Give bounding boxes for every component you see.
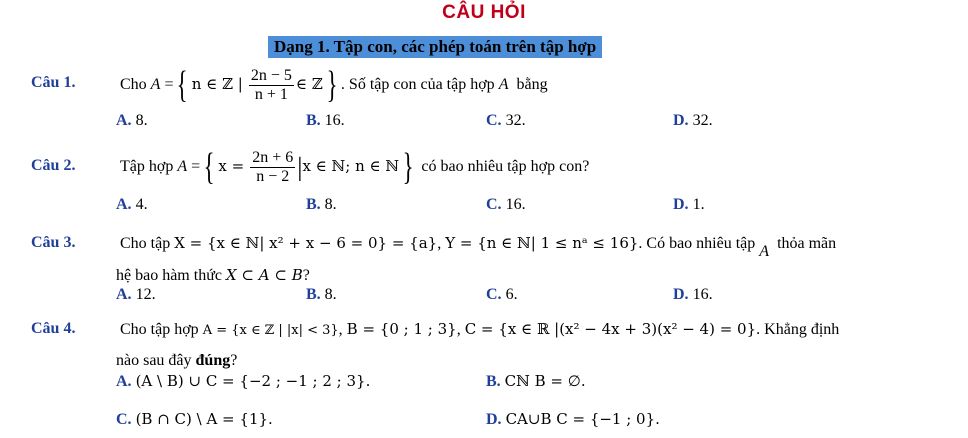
answer-key: A. (116, 373, 132, 390)
section-title: Dạng 1. Tập con, các phép toán trên tập hợp (268, 36, 602, 58)
question-3-tail-end: thỏa mãn (777, 235, 837, 252)
page-title: CÂU HỎI (442, 2, 526, 23)
set-close: x ∈ ℕ; n ∈ ℕ (302, 157, 400, 175)
equals-sign: = (164, 76, 174, 93)
expr-a: A = {x ∈ ℤ | |x| < 3} (202, 323, 339, 338)
answer-value: 32. (692, 112, 713, 129)
fraction-numerator: 2n − 5 (250, 66, 292, 84)
fraction-denominator: n − 2 (256, 167, 290, 185)
fraction-denominator: n + 1 (254, 85, 288, 103)
left-brace: { (177, 64, 189, 107)
question-1-answer-b[interactable] (306, 112, 345, 130)
expr-y: Y = {n ∈ ℕ| 1 ≤ nᵃ ≤ 16} (445, 234, 639, 252)
right-brace: } (402, 146, 414, 189)
question-4-answer-b[interactable] (486, 372, 586, 391)
answer-key: C. (486, 286, 502, 303)
answer-key: D. (673, 112, 689, 129)
answer-key: D. (673, 286, 689, 303)
question-1-lead: Cho (120, 76, 147, 93)
answer-value: 1. (692, 196, 705, 213)
question-1-answer-a[interactable] (116, 112, 148, 130)
answer-value: 12. (135, 286, 156, 303)
question-3-text: Cho tập X = {x ∈ ℕ| x² + x − 6 = 0} = {a}, Y = {n ∈ ℕ| 1 ≤ nᵃ ≤ 16}. Có bao nhiêu tập A thỏa mãn (120, 234, 837, 260)
left-brace: { (203, 146, 215, 189)
answer-key: C. (486, 196, 502, 213)
question-4-answer-d[interactable] (486, 410, 660, 429)
question-1-tail: . Số tập con của tập hợp (340, 76, 495, 93)
bar-separator: | (297, 152, 303, 182)
question-4-text: Cho tập hợp A = {x ∈ ℤ | |x| < 3}, B = {0 ; 1 ; 3}, C = {x ∈ ℝ |(x² − 4x + 3)(x² − 4) = 0}. Khẳng định (120, 320, 840, 338)
answer-value: 8. (324, 196, 337, 213)
fraction-numerator: 2n + 6 (252, 148, 294, 166)
answer-value: (A \ B) ∪ C = {−2 ; −1 ; 2 ; 3}. (135, 372, 371, 390)
answer-key: A. (116, 286, 132, 303)
question-3-answer-c[interactable] (486, 286, 518, 304)
question-2-tail: có bao nhiêu tập hợp con? (421, 158, 590, 175)
question-4-number: Câu 4. (31, 320, 76, 337)
answer-key: C. (116, 411, 132, 428)
fraction (250, 149, 295, 186)
answer-value: Cℕ B = ∅. (504, 372, 586, 390)
question-1-set-name: A (150, 76, 161, 93)
answer-value: 16. (692, 286, 713, 303)
question-3-tail-var: A (759, 243, 770, 260)
answer-value: 6. (505, 286, 518, 303)
answer-value: 32. (505, 112, 526, 129)
question-1-number: Câu 1. (31, 74, 76, 91)
question-3-line2: hệ bao hàm thức (116, 267, 222, 284)
answer-value: CA∪B C = {−1 ; 0}. (505, 410, 660, 428)
question-1-answer-d[interactable] (673, 112, 713, 130)
question-1-tail-end: bằng (516, 76, 548, 93)
question-4-answer-c[interactable] (116, 410, 273, 429)
question-3-answer-d[interactable] (673, 286, 713, 304)
question-4-answer-a[interactable] (116, 372, 370, 391)
answer-value: 8. (135, 112, 148, 129)
question-2-answer-b[interactable] (306, 196, 337, 214)
set-open: n ∈ ℤ | (191, 75, 243, 93)
question-3-answer-a[interactable] (116, 286, 156, 304)
right-brace: } (326, 64, 338, 107)
set-close: ∈ ℤ (295, 75, 323, 93)
answer-value: 16. (324, 112, 345, 129)
question-2-set-name: A (177, 158, 188, 175)
answer-key: B. (306, 112, 321, 129)
question-4-line2-end: ? (230, 352, 238, 369)
expr-b: B = {0 ; 1 ; 3} (346, 320, 457, 338)
question-1-text (120, 58, 548, 111)
question-2-answer-a[interactable] (116, 196, 148, 214)
expr-c: C = {x ∈ ℝ |(x² − 4x + 3)(x² − 4) = 0} (464, 320, 757, 338)
question-3-line2-expr: X ⊂ A ⊂ B (225, 266, 303, 284)
question-1-answer-c[interactable] (486, 112, 526, 130)
expr-x: X = {x ∈ ℕ| x² + x − 6 = 0} = {a} (174, 234, 438, 252)
answer-value: 16. (505, 196, 526, 213)
question-3-tail: . Có bao nhiêu tập (638, 235, 756, 252)
answer-key: A. (116, 196, 132, 213)
question-4-tail: . Khẳng định (756, 321, 840, 338)
question-2-lead: Tập hợp (120, 158, 174, 175)
question-2-text (120, 140, 589, 193)
question-3-line-2 (116, 266, 310, 285)
answer-key: B. (486, 373, 501, 390)
fraction (249, 67, 294, 104)
question-4-line-2 (116, 352, 237, 370)
question-3-number: Câu 3. (31, 234, 76, 251)
question-4-lead: Cho tập hợp (120, 321, 199, 338)
question-2-answer-d[interactable] (673, 196, 705, 214)
question-4-line2: nào sau đây (116, 352, 192, 369)
question-2-answer-c[interactable] (486, 196, 526, 214)
question-3-lead: Cho tập (120, 235, 171, 252)
question-3-answer-b[interactable] (306, 286, 337, 304)
equals-sign: = (191, 158, 201, 175)
answer-value: 8. (324, 286, 337, 303)
answer-value: 4. (135, 196, 148, 213)
answer-value: (B ∩ C) \ A = {1}. (135, 410, 273, 428)
answer-key: D. (673, 196, 689, 213)
answer-key: C. (486, 112, 502, 129)
question-4-line2-bold: đúng (195, 352, 231, 369)
answer-key: B. (306, 196, 321, 213)
answer-key: B. (306, 286, 321, 303)
question-2-number: Câu 2. (31, 157, 76, 174)
answer-key: A. (116, 112, 132, 129)
question-3-line2-end: ? (302, 267, 310, 284)
question-1-tail-var: A (498, 76, 509, 93)
set-open: x = (218, 157, 245, 175)
answer-key: D. (486, 411, 502, 428)
